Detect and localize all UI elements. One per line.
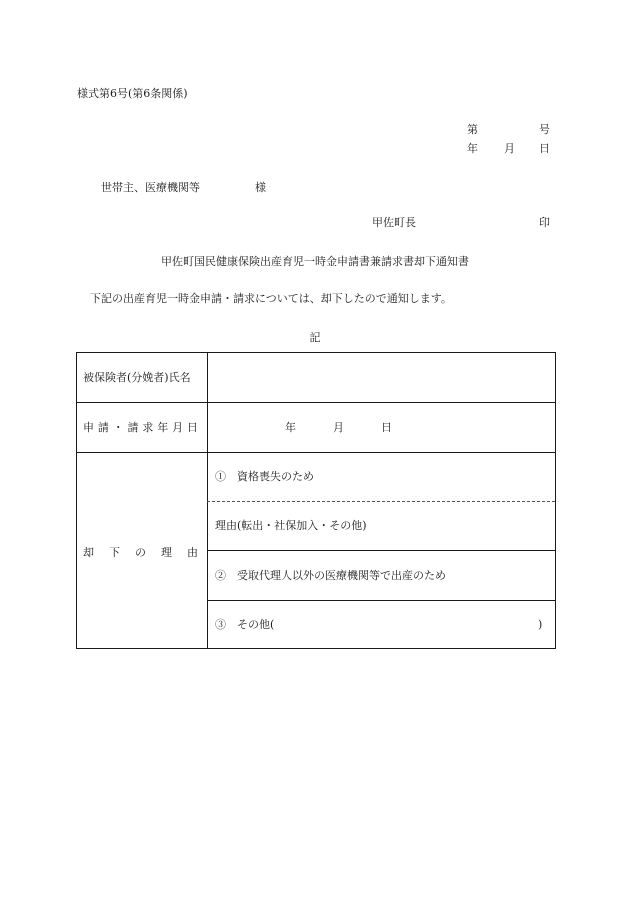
number-go: 号 [539,123,550,136]
reason-option-3: ③ その他( [215,618,275,631]
reason-divider [207,600,555,601]
rejection-reason-label [83,547,198,558]
details-table [76,352,556,649]
honorific: 様 [255,181,266,194]
number-dai: 第 [467,123,478,136]
seal-mark: 印 [539,216,550,229]
reason-dashed-divider [207,501,555,502]
ki-heading: 記 [309,331,321,344]
document-number [467,124,551,136]
document-title: 甲佐町国民健康保険出産育児一時金申請書兼請求書却下通知書 [161,255,469,268]
label-char: 求 [142,421,154,434]
issuer-mayor: 甲佐町長 [372,216,416,229]
label-char: の [135,546,146,559]
label-char: ・ [112,421,124,434]
reason-divider [207,550,555,551]
label-char: 請 [127,421,139,434]
application-date-day: 日 [381,421,392,434]
label-char: 却 [83,546,94,559]
form-number-label: 様式第6号(第6条関係) [77,87,188,100]
label-char: 請 [97,421,109,434]
row-divider [77,452,555,453]
label-char: 由 [187,546,198,559]
reason-option-1-detail: 理由(転出・社保加入・その他) [215,519,367,532]
label-char: 日 [186,421,198,434]
reason-option-1: ① 資格喪失のため [215,470,314,483]
label-char: 申 [83,421,94,434]
reason-option-2: ② 受取代理人以外の医療機関等で出産のため [215,569,446,582]
addressee: 世帯主、医療機関等 [101,181,200,194]
application-date-year: 年 [285,421,296,434]
application-date-month: 月 [333,421,344,434]
label-char: 月 [172,421,184,434]
insured-name-field[interactable] [217,365,547,391]
row-divider [77,402,555,403]
label-char: 下 [109,546,120,559]
label-char: 理 [161,546,172,559]
issue-date-year: 年 [467,142,478,155]
application-date-label [83,422,198,433]
issue-date [467,143,551,155]
issue-date-month: 月 [504,142,515,155]
label-char: 年 [157,421,169,434]
notice-body: 下記の出産育児一時金申請・請求については、却下したので通知します。 [90,292,452,305]
reason-option-3-close: ) [538,618,543,631]
insured-name-label: 被保険者(分娩者)氏名 [83,371,191,384]
issue-date-day: 日 [539,142,550,155]
